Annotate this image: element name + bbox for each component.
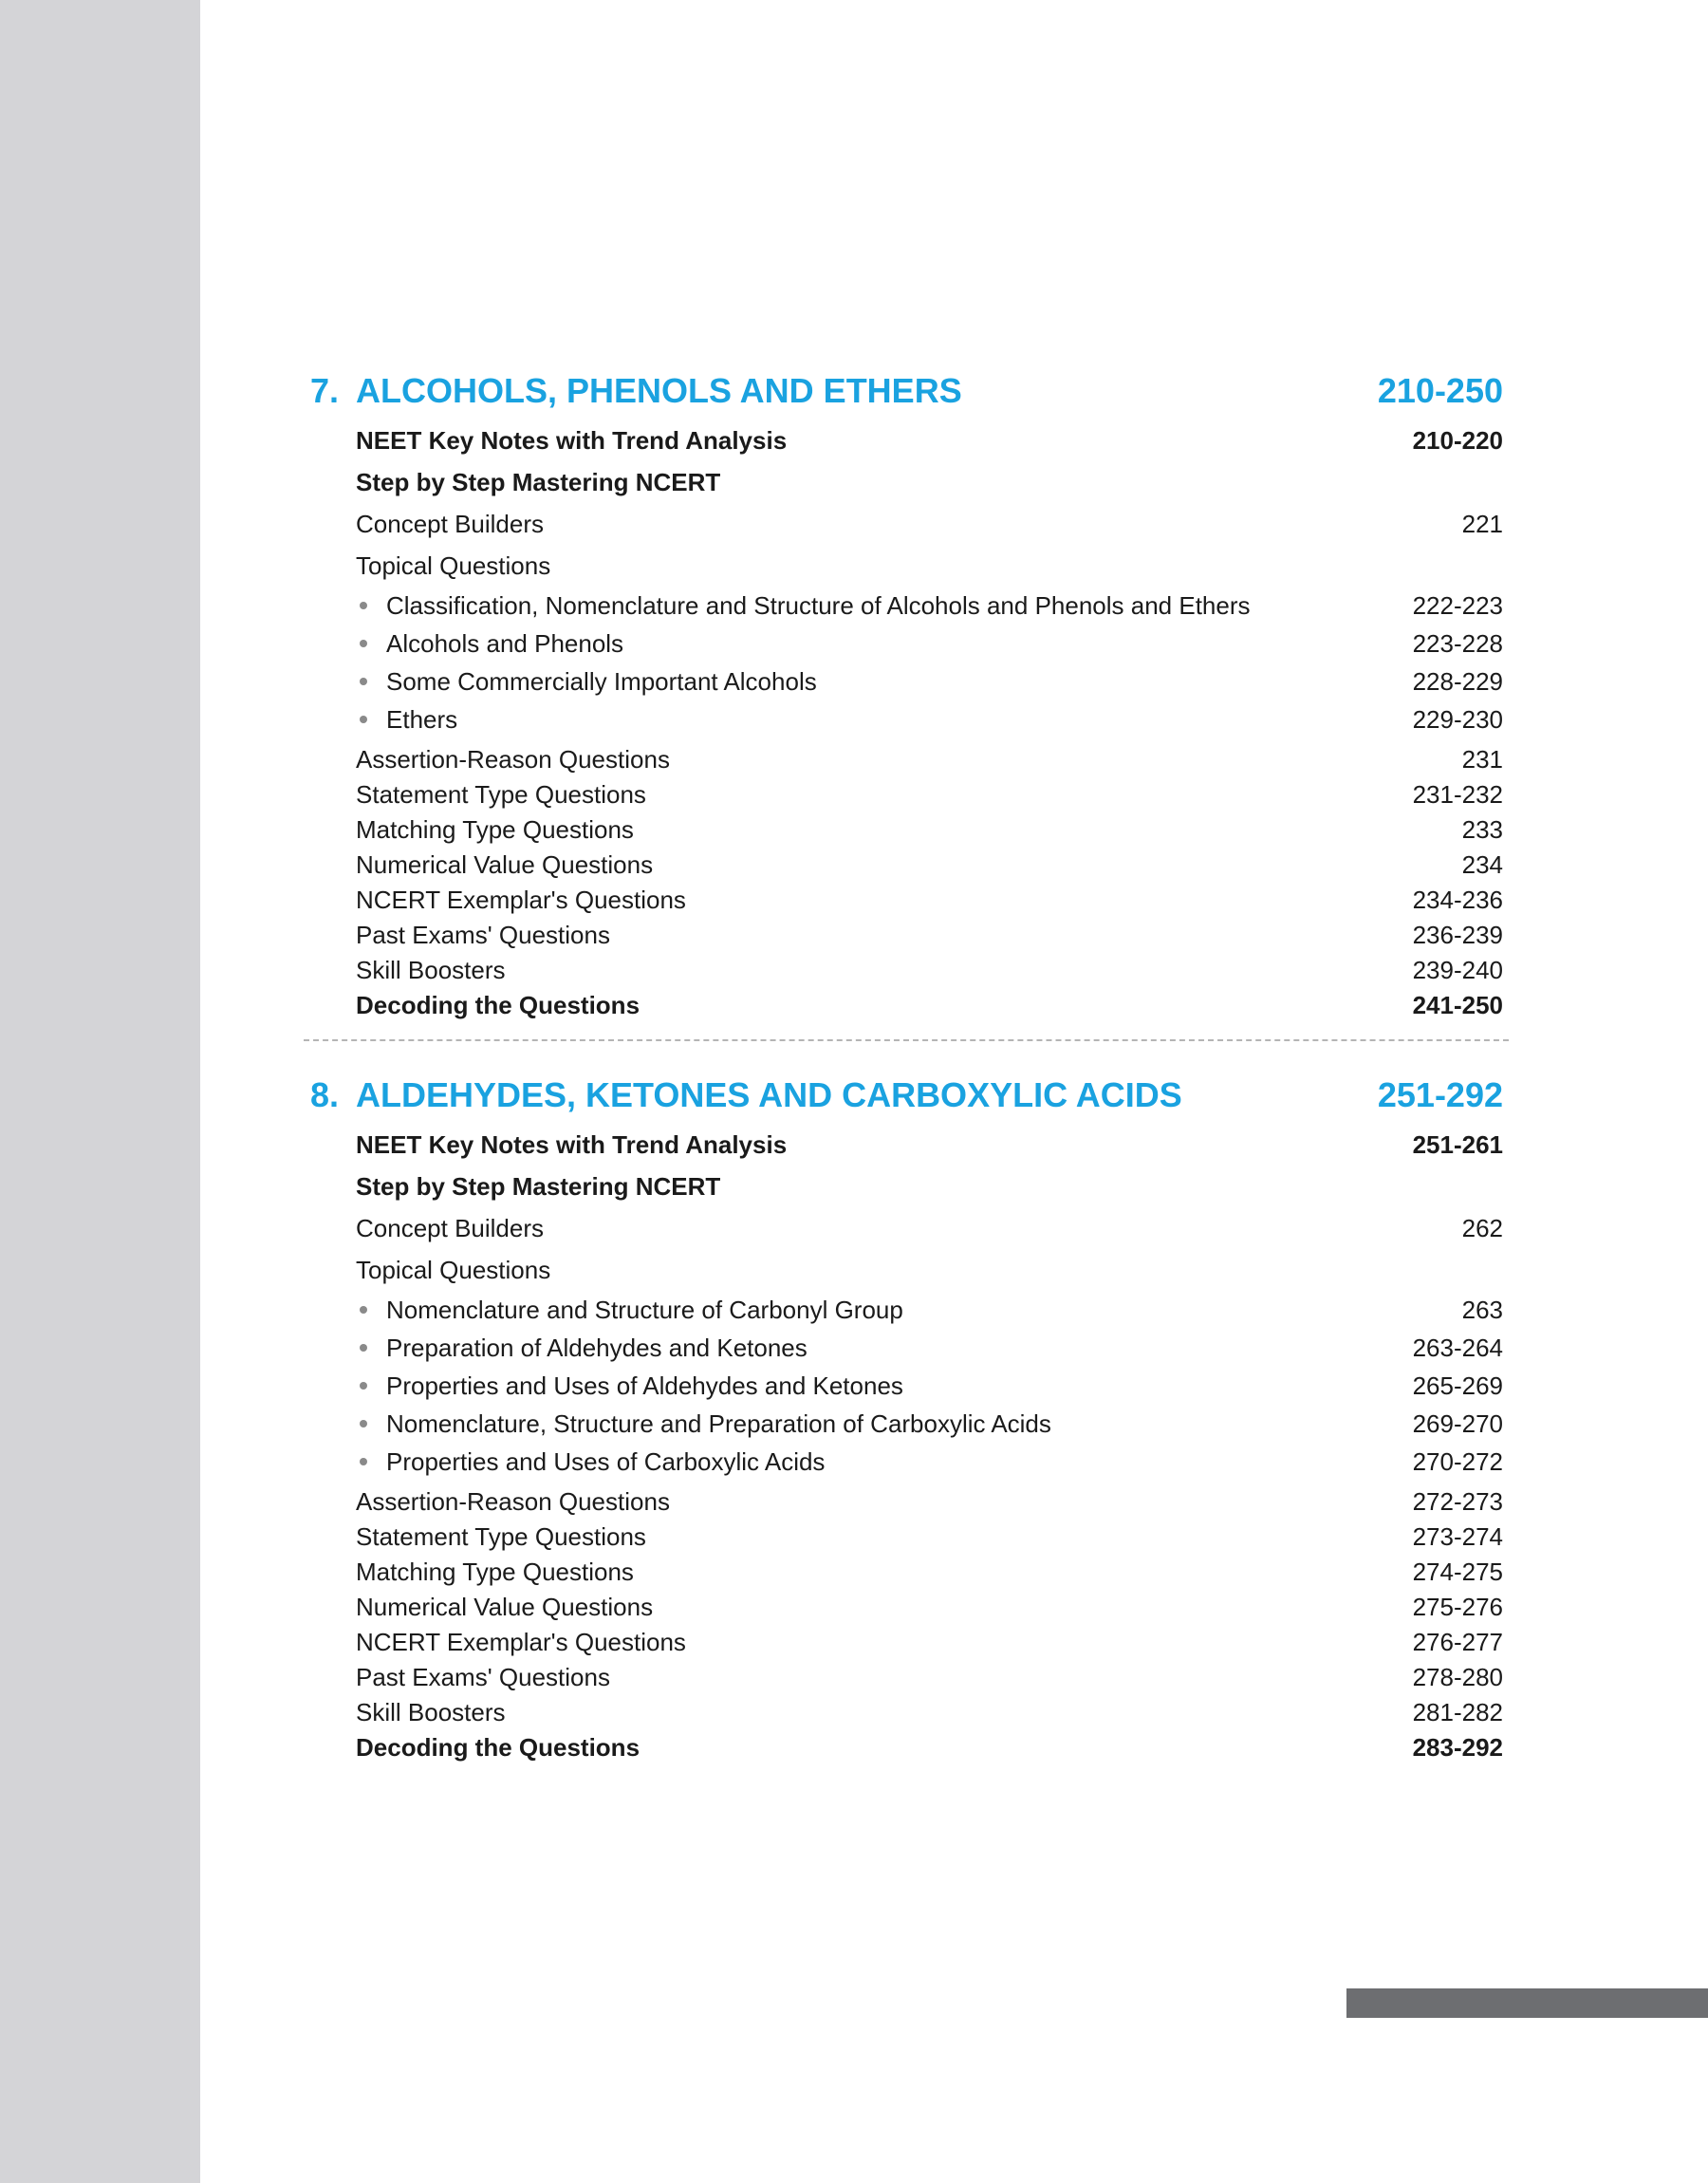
entry-label: Past Exams' Questions bbox=[356, 921, 610, 949]
entry-pages: 269-270 bbox=[1412, 1409, 1503, 1438]
entry-label: Matching Type Questions bbox=[356, 815, 634, 844]
bullet-icon bbox=[360, 716, 367, 723]
entry-pages: 273-274 bbox=[1412, 1522, 1503, 1551]
entry-pages: 278-280 bbox=[1412, 1663, 1503, 1691]
entry-pages: 276-277 bbox=[1412, 1628, 1503, 1656]
entry-label: Skill Boosters bbox=[356, 1698, 506, 1726]
entry-label: Step by Step Mastering NCERT bbox=[356, 468, 721, 496]
entry-label: Classification, Nomenclature and Structure of Alcohols and Phenols and Ethers bbox=[386, 591, 1251, 620]
toc-topic-item[interactable] bbox=[356, 1329, 1503, 1367]
chapter-number: 8. bbox=[310, 1075, 340, 1114]
chapter-heading[interactable] bbox=[310, 1067, 1503, 1124]
chapter-title: ALCOHOLS, PHENOLS AND ETHERS bbox=[356, 371, 962, 410]
entry-pages: 241-250 bbox=[1412, 991, 1503, 1019]
chapter-8-block bbox=[310, 1067, 1503, 1765]
toc-heading-topical bbox=[356, 545, 1503, 587]
chapter-7-block bbox=[310, 363, 1503, 1023]
entry-label: Ethers bbox=[386, 705, 458, 734]
entry-pages: 229-230 bbox=[1412, 705, 1503, 734]
page-footer-bar bbox=[1346, 1988, 1708, 2018]
toc-entry-decoding[interactable] bbox=[356, 1730, 1503, 1765]
chapter-heading[interactable] bbox=[310, 363, 1503, 420]
entry-label: Topical Questions bbox=[356, 1256, 551, 1284]
entry-label: Decoding the Questions bbox=[356, 991, 640, 1019]
entry-label: Preparation of Aldehydes and Ketones bbox=[386, 1334, 808, 1362]
toc-entry-key-notes[interactable] bbox=[356, 420, 1503, 461]
entry-pages: 272-273 bbox=[1412, 1487, 1503, 1516]
entry-label: Statement Type Questions bbox=[356, 1522, 646, 1551]
toc-entry-concept-builders[interactable] bbox=[356, 1207, 1503, 1249]
entry-label: Concept Builders bbox=[356, 1214, 544, 1242]
entry-label: NEET Key Notes with Trend Analysis bbox=[356, 426, 788, 455]
entry-pages: 231 bbox=[1461, 745, 1503, 774]
entry-pages: 281-282 bbox=[1412, 1698, 1503, 1726]
toc-topic-item[interactable] bbox=[356, 662, 1503, 700]
toc-heading-mastering bbox=[356, 461, 1503, 503]
entry-label: NEET Key Notes with Trend Analysis bbox=[356, 1130, 788, 1159]
bullet-icon bbox=[360, 1306, 367, 1314]
entry-label: Topical Questions bbox=[356, 551, 551, 580]
toc-topic-item[interactable] bbox=[356, 1291, 1503, 1329]
entry-label: Some Commercially Important Alcohols bbox=[386, 667, 817, 696]
entry-pages: 263 bbox=[1461, 1296, 1503, 1324]
entry-pages: 283-292 bbox=[1412, 1733, 1503, 1762]
entry-pages: 265-269 bbox=[1412, 1371, 1503, 1400]
entry-pages: 234 bbox=[1461, 850, 1503, 879]
chapter-divider bbox=[304, 1039, 1509, 1041]
entry-pages: 270-272 bbox=[1412, 1447, 1503, 1476]
entry-pages: 274-275 bbox=[1412, 1558, 1503, 1586]
toc-topic-item[interactable] bbox=[356, 1443, 1503, 1481]
toc-entry[interactable] bbox=[356, 1625, 1503, 1660]
toc-heading-topical bbox=[356, 1249, 1503, 1291]
entry-pages: 275-276 bbox=[1412, 1593, 1503, 1621]
chapter-title: ALDEHYDES, KETONES AND CARBOXYLIC ACIDS bbox=[356, 1075, 1182, 1114]
entry-label: Statement Type Questions bbox=[356, 780, 646, 809]
entry-label: Matching Type Questions bbox=[356, 1558, 634, 1586]
chapter-pages: 210-250 bbox=[1377, 371, 1503, 410]
toc-topic-item[interactable] bbox=[356, 1367, 1503, 1405]
toc-entry[interactable] bbox=[356, 953, 1503, 988]
bullet-icon bbox=[360, 1382, 367, 1390]
toc-entry-key-notes[interactable] bbox=[356, 1124, 1503, 1166]
entry-pages: 236-239 bbox=[1412, 921, 1503, 949]
entry-pages: 239-240 bbox=[1412, 956, 1503, 984]
entry-pages: 263-264 bbox=[1412, 1334, 1503, 1362]
toc-entry[interactable] bbox=[356, 1590, 1503, 1625]
toc-entry-decoding[interactable] bbox=[356, 988, 1503, 1023]
entry-label: Nomenclature and Structure of Carbonyl Group bbox=[386, 1296, 903, 1324]
toc-entry[interactable] bbox=[356, 1484, 1503, 1520]
entry-label: Properties and Uses of Aldehydes and Ketones bbox=[386, 1371, 903, 1400]
entry-pages: 233 bbox=[1461, 815, 1503, 844]
entry-label: Decoding the Questions bbox=[356, 1733, 640, 1762]
bullet-icon bbox=[360, 1458, 367, 1465]
bullet-icon bbox=[360, 640, 367, 647]
entry-label: NCERT Exemplar's Questions bbox=[356, 886, 686, 914]
toc-entry[interactable] bbox=[356, 812, 1503, 848]
entry-label: Concept Builders bbox=[356, 510, 544, 538]
toc-entry[interactable] bbox=[356, 1695, 1503, 1730]
toc-entry[interactable] bbox=[356, 742, 1503, 777]
entry-label: Assertion-Reason Questions bbox=[356, 745, 670, 774]
toc-topic-item[interactable] bbox=[356, 587, 1503, 625]
left-margin-band bbox=[0, 0, 200, 2183]
entry-label: NCERT Exemplar's Questions bbox=[356, 1628, 686, 1656]
entry-pages: 222-223 bbox=[1412, 591, 1503, 620]
toc-topic-item[interactable] bbox=[356, 700, 1503, 738]
entry-pages: 251-261 bbox=[1412, 1130, 1503, 1159]
entry-pages: 223-228 bbox=[1412, 629, 1503, 658]
entry-pages: 228-229 bbox=[1412, 667, 1503, 696]
entry-pages: 231-232 bbox=[1412, 780, 1503, 809]
toc-entry[interactable] bbox=[356, 1660, 1503, 1695]
toc-topic-item[interactable] bbox=[356, 1405, 1503, 1443]
chapter-pages: 251-292 bbox=[1377, 1075, 1503, 1114]
bullet-icon bbox=[360, 1420, 367, 1427]
entry-label: Skill Boosters bbox=[356, 956, 506, 984]
entry-pages: 221 bbox=[1461, 510, 1503, 538]
bullet-icon bbox=[360, 602, 367, 609]
entry-label: Nomenclature, Structure and Preparation of Carboxylic Acids bbox=[386, 1409, 1051, 1438]
entry-label: Properties and Uses of Carboxylic Acids bbox=[386, 1447, 826, 1476]
entry-label: Numerical Value Questions bbox=[356, 1593, 654, 1621]
toc-entry-concept-builders[interactable] bbox=[356, 503, 1503, 545]
entry-label: Alcohols and Phenols bbox=[386, 629, 624, 658]
entry-label: Numerical Value Questions bbox=[356, 850, 654, 879]
entry-label: Past Exams' Questions bbox=[356, 1663, 610, 1691]
toc-entry[interactable] bbox=[356, 918, 1503, 953]
toc-entry[interactable] bbox=[356, 1520, 1503, 1555]
toc-entry[interactable] bbox=[356, 777, 1503, 812]
entry-label: Assertion-Reason Questions bbox=[356, 1487, 670, 1516]
chapter-number: 7. bbox=[310, 371, 340, 410]
entry-pages: 262 bbox=[1461, 1214, 1503, 1242]
entry-pages: 210-220 bbox=[1412, 426, 1503, 455]
toc-topic-item[interactable] bbox=[356, 625, 1503, 662]
bullet-icon bbox=[360, 1344, 367, 1352]
toc-entry[interactable] bbox=[356, 883, 1503, 918]
toc-entry[interactable] bbox=[356, 848, 1503, 883]
toc-entry[interactable] bbox=[356, 1555, 1503, 1590]
toc-heading-mastering bbox=[356, 1166, 1503, 1207]
bullet-icon bbox=[360, 678, 367, 685]
entry-pages: 234-236 bbox=[1412, 886, 1503, 914]
entry-label: Step by Step Mastering NCERT bbox=[356, 1172, 721, 1201]
